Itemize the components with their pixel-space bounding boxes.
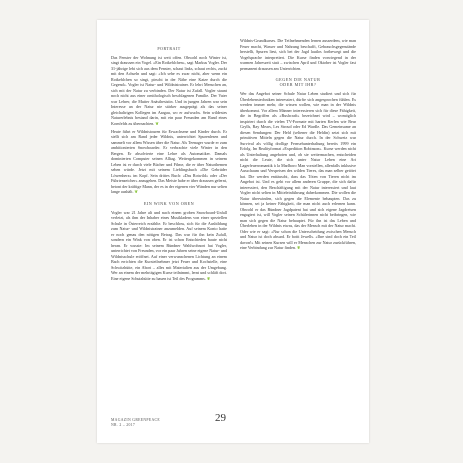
- page-number: 29: [215, 412, 226, 424]
- paragraph-text: Heute führt er Wildnistouren für Erwachsene und Kinder durch. Er stellt sich am Rand jeder Wildnis, unterrichtet Spurenlesen und sammelt vor allem Wissen über die Natur. Als Teenager wurde er zum ambitionierten Snowboarder. Er verbrachte viele Winter in den Bergen. Er absolvierte eine Lehre als Automatiker. Damals dominierten Computer seinen Alltag. Weitergekommen in seinem Leben ist er durch viele Bücher und Filme, die er über Naturthemen sehen würde. Jetzt mit seinem Lieblingsbuch «Die Gebrüder Löwenherz» im Kopf. Sein drittes Buch: «Das Rotwild» oder «Der Führtenzeicher» anzugehen. Das Meiste habe er über draussen gelernt, betont der kräftige Mann, der es in der eigenen vier Wänden nur selten lange aushält.: [111, 128, 227, 194]
- section-heading-line: ODER MIT IHR?: [279, 82, 317, 88]
- paragraph: [111, 210, 227, 282]
- section-label: PORTRAIT: [157, 46, 181, 51]
- leaf-icon: ❦: [155, 120, 159, 126]
- paragraph: [111, 55, 227, 127]
- magazine-page: [97, 20, 369, 443]
- leaf-icon: ❦: [297, 245, 301, 251]
- section-heading: [240, 77, 356, 87]
- magazine-name: MAGAZIN GREENPEACE: [111, 418, 160, 422]
- leaf-icon: ❦: [134, 189, 138, 194]
- paragraph-text: Vogler war 21 Jahre alt und nach einem groben Snowboard-Unfall verletzt, als ihm der Inhaber eines Musikladens von einer speziellen Schule in Österreich erzählte. Er beschloss, sich für die Ausbildung zum Natur- und Wildnistrainer anzumelden. Auf seinem Konto hatte er noch genau den nötigen Betrag. Das war für ihn kein Zufall, sondern ein Wink von oben. Er ist schon Entschieden baute nicht heran. Er wusste: Im seinem Bündner Wahlwohnort hat Vogler, unterrichtet von Freunden, vor ein paar Jahren seine eigene Natur- und Wildnisschule eröffnet. Auf einer verwunschenen Lichtung an einem Bach errichten die Kursteilnehmer jetzt Feuer und Kochstelle, eine Schwitzhütte, ein Abort – alles mit Materialien aus der Umgebung. Wer an einem der mehrtägigen Kurse teilnimmt, lernt und schläft dort. Eine eigene Schutzhütte zu bauen ist Teil des Programms.: [111, 209, 227, 281]
- section-heading: EIN WINK VON OBEN: [143, 200, 195, 206]
- leaf-icon: ❦: [206, 275, 211, 281]
- paragraph: Wildnis-Grundkurses. Die Teilnehmenden lernen ausserdem, wie man Feuer macht, Wasser und Nahrung beschafft, Gebrauchsgegenstände herstellt, Spuren liest, sich bei der Jagd lautlos fortbewegt und die Vogelsprache interpretiert. Die Kurse finden vorwiegend in der warmen Jahreszeit statt – zwischen April und Oktober ist Vogler fast permanent draussen am Unterrichten.: [240, 38, 356, 71]
- magazine-credit: [111, 418, 160, 428]
- paragraph-text: Das Fenster der Wohnung ist weit offen. Obwohl noch Winter ist, singt draussen ein Vogel. «Ein Rotkehlchen», sagt Markus Vogler. Der 31-jährige lebt sich aus dem Fenster, schaut links, schaut rechts, zuckt mit den Achseln und sagt: «Ich sehe es zwar nicht, aber wenn ein Rotkehlchen so singt, pirscht in der Nähe eine Katze durch die Gegend». Vogler ist Natur- und Wildnistrainer. Er lehrt Menschen an, sich mit der Natur zu verbinden. Der Natur ist Zufall. Vogler staunt noch nicht aus einer ornithologisch beschlagenen Familie. Der Vater war Lehrer, die Mutter Anästhesistin. Und in jungen Jahren war sein Interesse an der Natur nie stärker ausgeprägt als das seiner gleichaltrigen Kollegen im Aargau, wo er aufwuchs. Sein wildestes Naturerlebnis bestand darin, mit ein paar Freunden am Rand eines Kornfelds zu übernachten.: [111, 54, 227, 126]
- paragraph-text: Wer das Angebot seiner Schule Natur Leben studiert und sich für Überlebenstechniken interessiert, dürfte sich angesprochen fühlen. Es werden immer mehr, die wissen wollen, wie man in der Wildnis überkommt. Vor allem Männer interessieren sich für diese Fähigkeit, die in Begriffen als «Bushcraft» bezeichnet wird – womöglich inspiriert durch die vielen TV-Formate mit harten Kerlen wie Bear Grylls, Ray Mears, Les Stroud oder Ed Wardle. Das Gemeinsame an diesen Sendungen: Der Held (seltener die Heldin) setzt sich mit primitiven Mitteln gegen die Natur durch. In der Schweiz war Survival als völlig drollige Fernsehunterhaltung bereits 1999 ein Erfolg. Im Realityformat «Expedition Robinson». Kurse werden nicht als Unterhaltung angeboten und, ob sie weitermachen, entscheiden nicht die Leute, die sich unter Natur Leben eine Art Lagerfeuerromantik à la Marlboro Man vorstellen, allenfalls inklusive Ausschaum und Verspeisen des wilden Tieres, das man selber getötet hat. Die werden enttäuscht, dass das Töten von Tieren nicht im Angebot ist. Und es geht vor allem anderen Gruppe, die sich dafür interessiert, den Beschäftigung mit der Natur interessiert und laut Vogler nicht selten in Mitteleinführung daherkommen. Die wollen die Natur überwinden, sich gegen die Elemente behaupten. Das zu können, sei ja keiner Fähigkeit, die man nicht auch erlernen kann. Obwohl er das Bündner Jagdpatent hat und sich eigene Jagdreisen engagiert ist, will Vogler seinen Schülerinnen nicht beibringen, wie man sich gegen die Natur behauptet. Für ihn ist das Leben und Überleben in der Wildnis etwas, das der Mensch mit der Natur macht. Oder wie er sagt: «Nur schon die Unterscheidung zwischen Mensch und Natur ist doch absurd. Er bottt Jewells. «Ihre sind doch ein Teil davon!» Mit seinen Kursen will er Menschen zur Natur zurückführen, eine Verbindung zur Natur finden.: [240, 91, 356, 251]
- section-heading-line: GEGEN DIE NATUR: [275, 77, 321, 82]
- paragraph: [111, 129, 227, 195]
- right-column: [240, 38, 356, 253]
- magazine-issue: NR. 2 – 2017: [111, 423, 136, 427]
- paragraph: [240, 91, 356, 251]
- left-column: [111, 46, 227, 284]
